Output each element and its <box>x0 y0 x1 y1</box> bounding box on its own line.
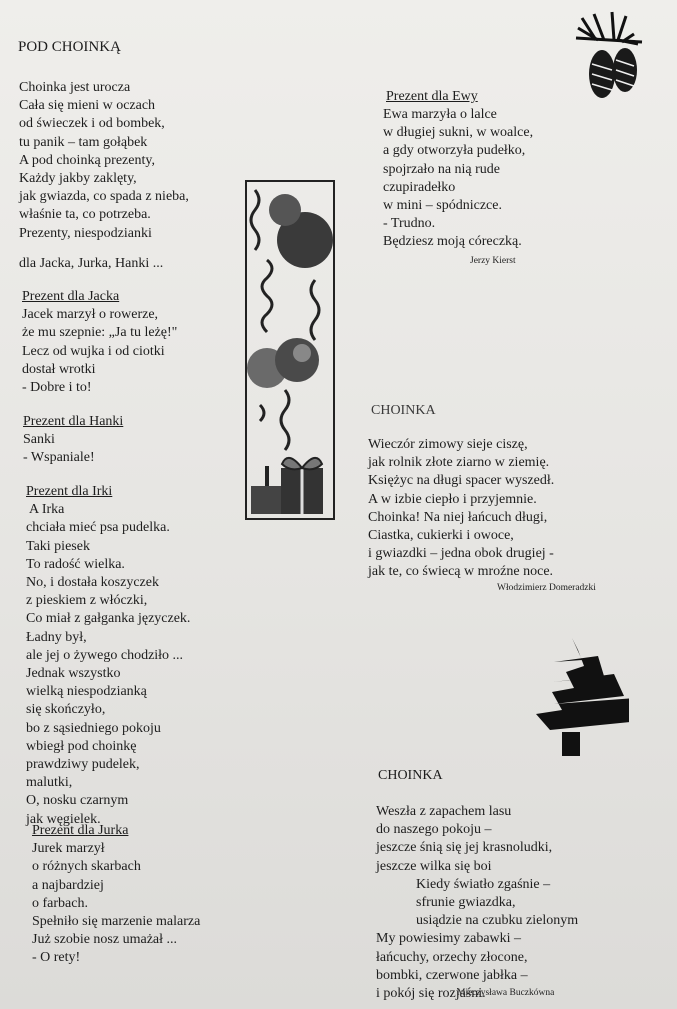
poem-line: o farbach. <box>32 895 88 911</box>
poem-line: Będziesz moją córeczką. <box>383 234 522 250</box>
poem-line: bombki, czerwone jabłka – <box>376 967 528 983</box>
poem-line: jeszcze wilka się boi <box>376 858 492 874</box>
poem-line: a gdy otworzyła pudełko, <box>383 143 526 159</box>
poem-line: Ciastka, cukierki i owoce, <box>368 528 514 544</box>
poem-line: Sanki <box>23 432 55 448</box>
poem-line: Już szobie nosz umażał ... <box>32 932 178 948</box>
poem-line: malutki, <box>26 775 73 791</box>
intro-line: od świeczek i od bombek, <box>19 116 165 132</box>
poem-line: Weszła z zapachem lasu <box>376 804 512 819</box>
poem-line: O, nosku czarnym <box>26 793 129 809</box>
poem-hanka <box>23 413 123 468</box>
poem-ewa <box>386 88 478 106</box>
poem-line: Jurek marzył <box>32 841 105 857</box>
poem-line: wbiegł pod choinkę <box>26 738 137 754</box>
poem-line: że mu szepnie: „Ja tu leżę!" <box>22 325 178 341</box>
poem-line: z pieskiem z włóczki, <box>26 593 148 609</box>
poem-line: jak rolnik złote ziarno w ziemię. <box>368 455 550 471</box>
poem-line: To radość wielka. <box>26 556 125 572</box>
page-title: POD CHOINKĄ <box>18 39 121 55</box>
poem-line: Lecz od wujka i od ciotki <box>22 343 165 359</box>
poem-line: No, i dostała koszyczek <box>26 575 159 591</box>
poem-line: A Irka <box>29 502 65 518</box>
poem-line: łańcuchy, orzechy złocone, <box>376 949 528 965</box>
poem-line: - Wspaniale! <box>23 450 95 466</box>
poem-line: ale jej o żywego chodziło ... <box>26 647 184 663</box>
poem-line: Jednak wszystko <box>26 666 121 682</box>
author-signature: Jerzy Kierst <box>470 256 516 266</box>
poem-line: jak węgielek. <box>26 811 101 827</box>
ornaments-illustration <box>245 180 335 520</box>
poem-line: dostał wrotki <box>22 361 96 377</box>
poem-line: do naszego pokoju – <box>376 822 492 838</box>
poem-line: a najbardziej <box>32 877 104 893</box>
poem-line: o różnych skarbach <box>32 859 141 875</box>
christmas-tree-icon <box>514 636 629 758</box>
intro-line: właśnie ta, co potrzeba. <box>19 207 151 223</box>
poem-line: - O rety! <box>32 950 81 966</box>
poem-line: Księżyc na długi spacer wyszedł. <box>368 473 555 489</box>
poem-line: jak te, co świecą w mroźne noce. <box>368 564 554 580</box>
poem-title: Prezent dla Jacka <box>22 289 120 304</box>
poem-line: - Dobre i to! <box>22 380 92 396</box>
poem-choinka-2 <box>378 767 443 785</box>
poem-ewa-body <box>383 106 533 252</box>
intro-stanza <box>19 79 189 243</box>
intro-last-line <box>19 255 163 273</box>
poem-title: Prezent dla Irki <box>26 484 113 499</box>
poem-line: wielką niespodzianką <box>26 684 147 700</box>
intro-line: Choinka jest urocza <box>19 80 131 95</box>
poem-title: CHOINKA <box>378 768 443 783</box>
poem-line: Spełniło się marzenie malarza <box>32 914 201 930</box>
poem-line: prawdziwy pudelek, <box>26 757 140 773</box>
poem-irka <box>26 483 190 829</box>
poem-line: i pokój się rozjaśni. <box>376 986 486 1002</box>
poem-line: - Trudno. <box>383 216 436 232</box>
poem-line: Kiedy światło zgaśnie – <box>416 876 551 892</box>
poem-line: spojrzało na nią rude <box>383 161 501 177</box>
poem-title: Prezent dla Jurka <box>32 823 129 838</box>
poem-line: i gwiazdki – jedna obok drugiej - <box>368 546 554 562</box>
poem-line: Ładny był, <box>26 629 87 645</box>
intro-line: jak gwiazda, co spada z nieba, <box>19 189 189 205</box>
poem-jacek <box>22 288 177 397</box>
poem-line: Jacek marzył o rowerze, <box>22 307 159 323</box>
intro-line: A pod choinką prezenty, <box>19 152 155 168</box>
poem-line: chciała mieć psa pudelka. <box>26 520 170 536</box>
poem-line: Wieczór zimowy sieje ciszę, <box>368 437 528 452</box>
poem-line: bo z sąsiedniego pokoju <box>26 720 161 736</box>
author-signature: Włodzimierz Domeradzki <box>497 583 596 593</box>
poem-jurek <box>32 822 200 968</box>
author-signature: Mieczysława Buczkówna <box>457 988 555 998</box>
poem-choinka-2-body <box>376 803 578 1003</box>
poem-title: CHOINKA <box>371 403 436 418</box>
poem-line: w długiej sukni, w woalce, <box>383 125 534 141</box>
poem-line: Choinka! Na niej łańcuch długi, <box>368 509 548 525</box>
poem-title: Prezent dla Ewy <box>386 89 478 104</box>
poem-line: jeszcze śnią się jej krasnoludki, <box>376 840 553 856</box>
poem-line: Co miał z gałganka języczek. <box>26 611 191 627</box>
poem-line: My powiesimy zabawki – <box>376 931 522 947</box>
poem-choinka-1-body <box>368 436 554 582</box>
poem-line: sfrunie gwiazdka, <box>416 895 516 911</box>
poem-line: się skończyło, <box>26 702 106 718</box>
poem-line: czupiradełko <box>383 179 456 195</box>
intro-last-text: dla Jacka, Jurka, Hanki ... <box>19 256 164 271</box>
poem-title: Prezent dla Hanki <box>23 414 124 429</box>
poem-choinka-1 <box>371 402 436 420</box>
pine-cones-icon <box>572 8 652 103</box>
intro-line: tu panik – tam gołąbek <box>19 134 148 150</box>
intro-line: Prezenty, niespodzianki <box>19 225 152 241</box>
poem-line: usiądzie na czubku zielonym <box>416 913 579 929</box>
intro-line: Każdy jakby zaklęty, <box>19 171 137 187</box>
intro-line: Cała się mieni w oczach <box>19 98 156 114</box>
poem-line: A w izbie ciepło i przyjemnie. <box>368 491 537 507</box>
poem-line: w mini – spódniczce. <box>383 198 502 214</box>
poem-line: Taki piesek <box>26 538 90 554</box>
left-column <box>18 38 121 56</box>
poem-line: Ewa marzyła o lalce <box>383 107 497 122</box>
